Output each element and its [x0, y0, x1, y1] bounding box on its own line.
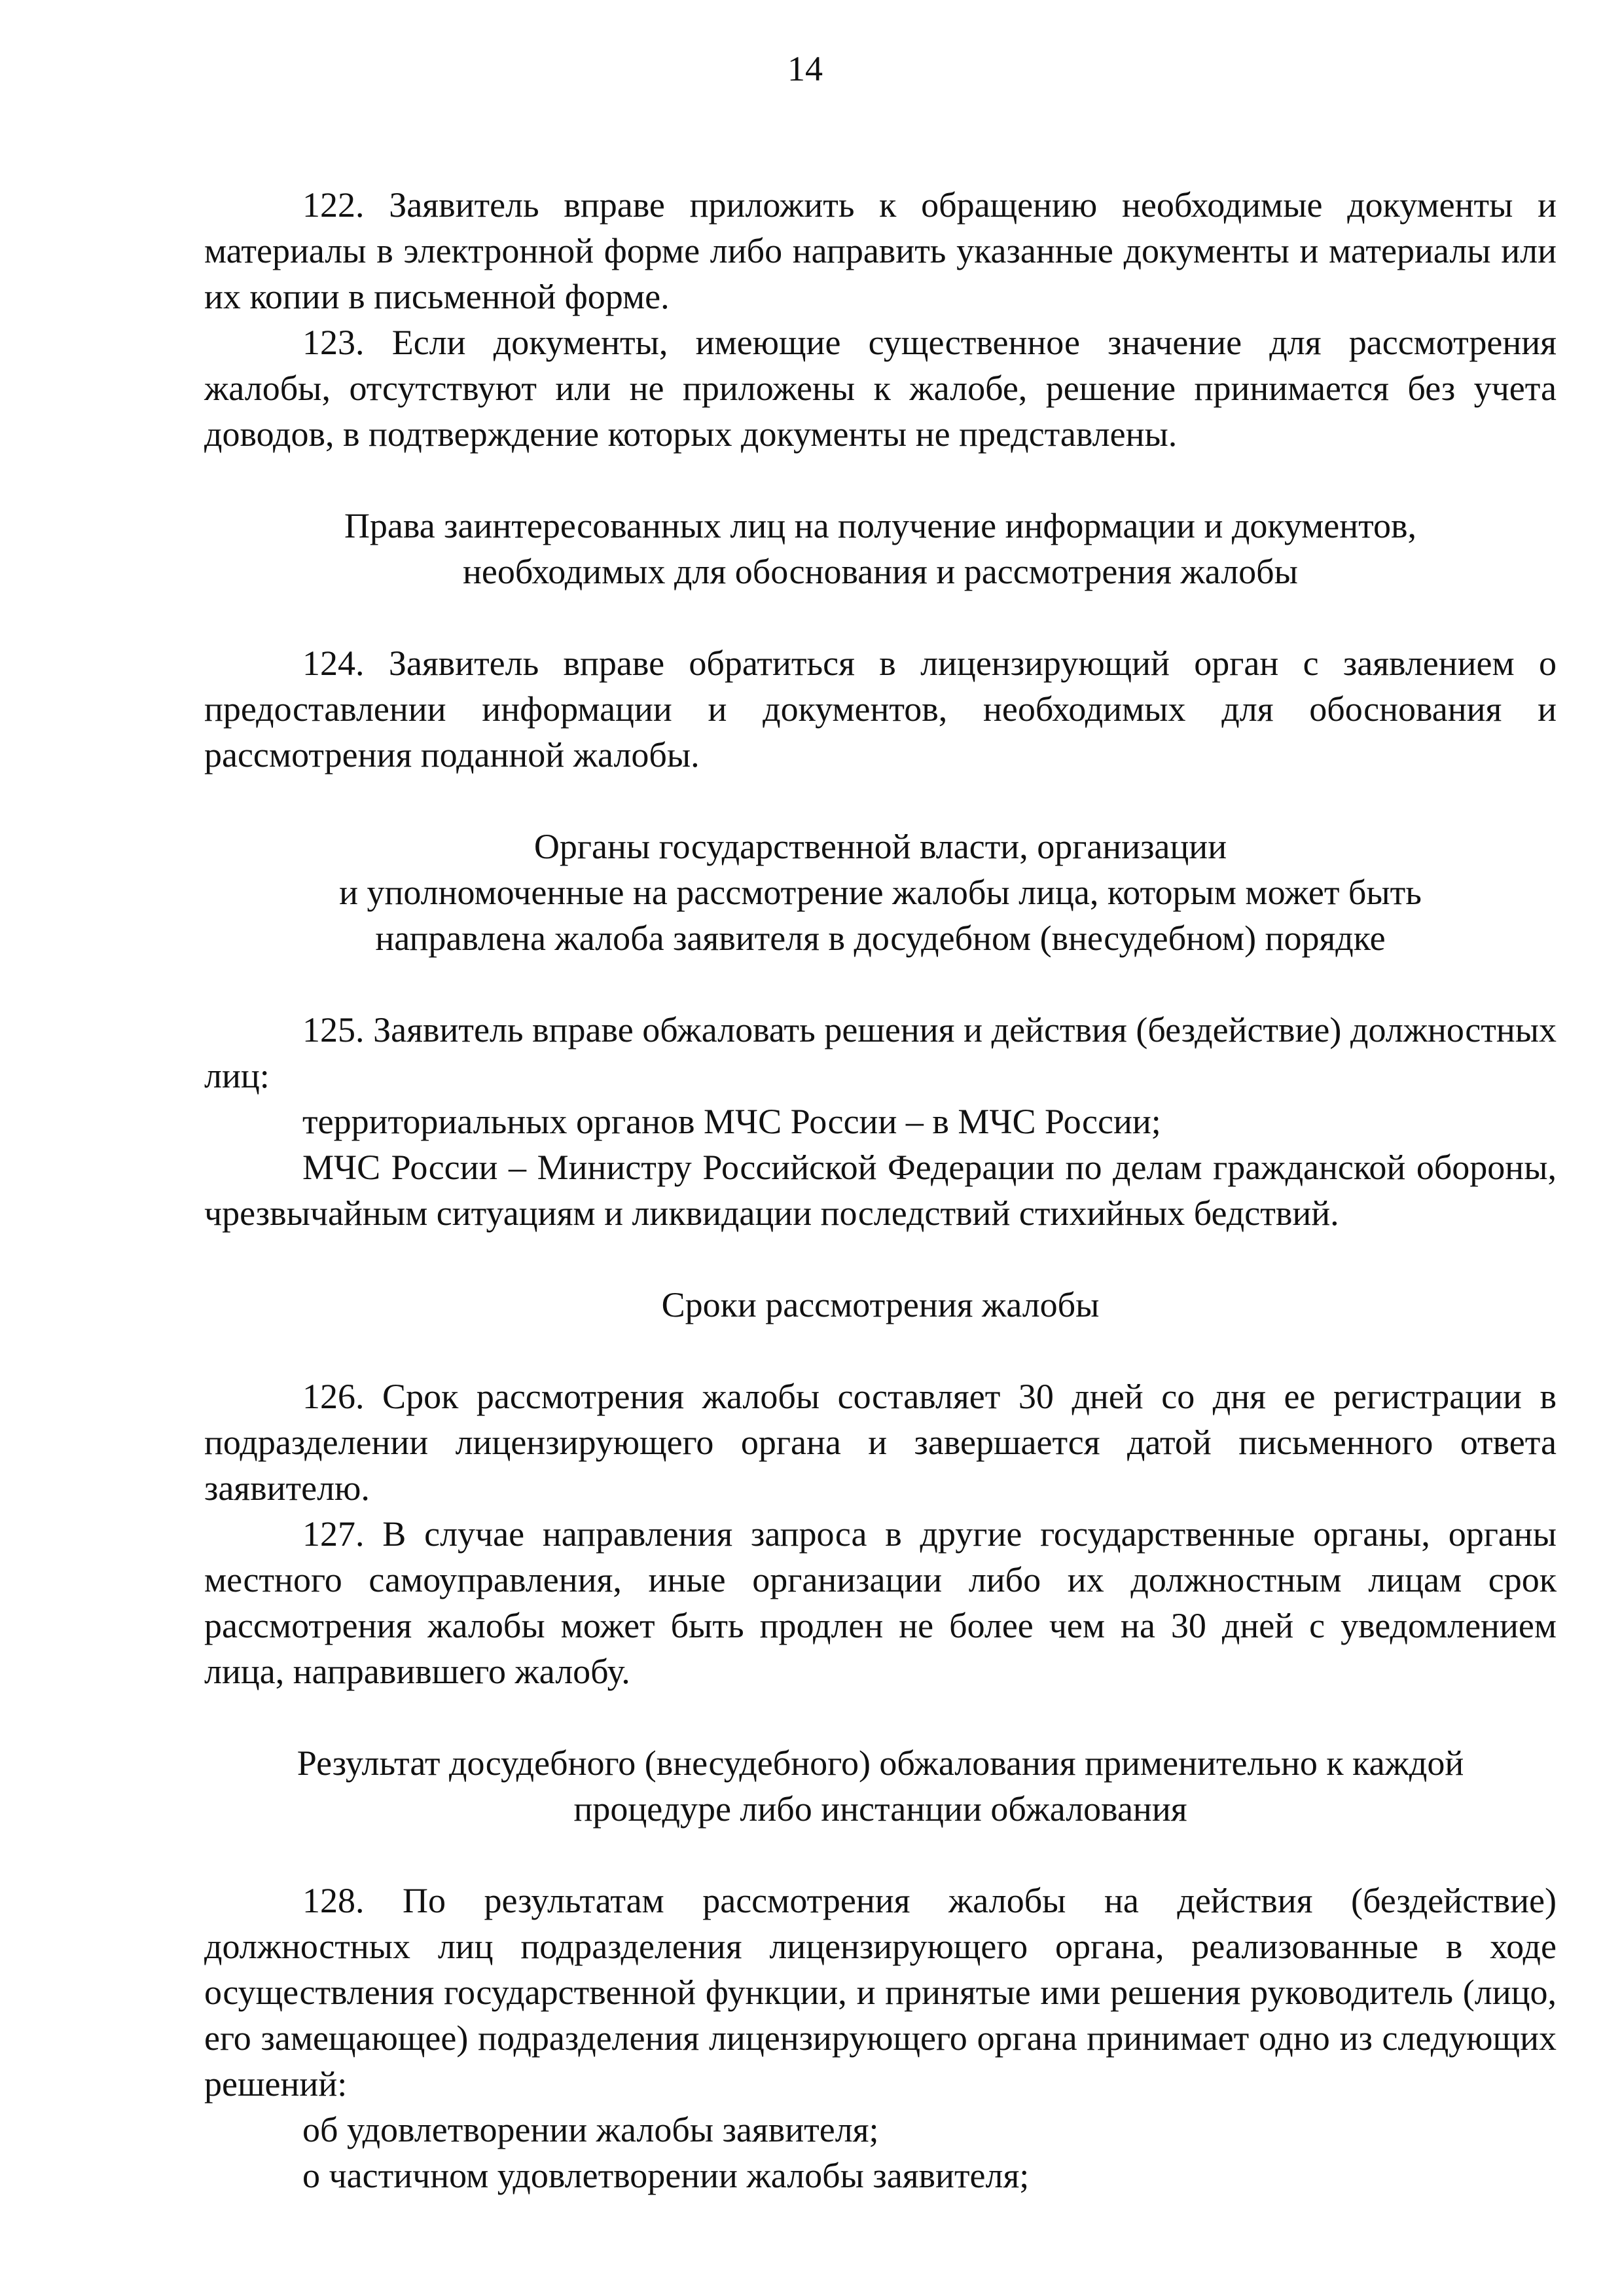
paragraph-125-item-2: МЧС России – Министру Российской Федерации по делам гражданской обороны, чрезвычайным ситуациям и ликвидации последствий стихийных бедствий.	[204, 1148, 1557, 1233]
paragraph-125: 125. Заявитель вправе обжаловать решения и действия (бездействие) должностных лиц:	[204, 1010, 1557, 1095]
paragraph-123: 123. Если документы, имеющие существенное значение для рассмотрения жалобы, отсутствуют или не приложены к жалобе, решение принимается без учета доводов, в подтверждение которых документы не представлены.	[204, 323, 1557, 454]
heading-line: Органы государственной власти, организации	[533, 827, 1227, 866]
paragraph-124: 124. Заявитель вправе обратиться в лицензирующий орган с заявлением о предоставлении информации и документов, необходимых для обоснования и рассмотрения поданной жалобы.	[204, 644, 1557, 774]
heading-line: и уполномоченные на рассмотрение жалобы лица, которым может быть	[339, 873, 1422, 912]
paragraph-126: 126. Срок рассмотрения жалобы составляет 30 дней со дня ее регистрации в подразделении лицензирующего органа и завершается датой письменного ответа заявителю.	[204, 1377, 1557, 1508]
paragraph-128-item-1: об удовлетворении жалобы заявителя;	[302, 2110, 879, 2149]
paragraph-128-item-2: о частичном удовлетворении жалобы заявителя;	[302, 2156, 1030, 2195]
heading-rights	[204, 503, 1557, 594]
paragraph-122: 122. Заявитель вправе приложить к обращению необходимые документы и материалы в электронной форме либо направить указанные документы и материалы или их копии в письменной форме.	[204, 185, 1557, 316]
paragraph-127: 127. В случае направления запроса в другие государственные органы, органы местного самоуправления, иные организации либо их должностным лицам срок рассмотрения жалобы может быть продлен не более чем на 30 дней с уведомлением лица, направившего жалобу.	[204, 1514, 1557, 1691]
heading-authorities	[204, 824, 1557, 961]
heading-line: Сроки рассмотрения жалобы	[661, 1285, 1100, 1324]
paragraph-128: 128. По результатам рассмотрения жалобы на действия (бездействие) должностных лиц подразделения лицензирующего органа, реализованные в ходе осуществления государственной функции, и принятые ими решения руководитель (лицо, его замещающее) подразделения лицензирующего органа принимает одно из следующих решений:	[204, 1881, 1557, 2104]
heading-line: Права заинтересованных лиц на получение информации и документов,	[344, 506, 1417, 545]
heading-result	[204, 1740, 1557, 1832]
paragraph-125-item-1: территориальных органов МЧС России – в МЧС России;	[302, 1102, 1161, 1141]
heading-line: процедуре либо инстанции обжалования	[573, 1789, 1187, 1829]
heading-line: направлена жалоба заявителя в досудебном (внесудебном) порядке	[375, 919, 1386, 958]
heading-line: необходимых для обоснования и рассмотрения жалобы	[463, 552, 1298, 591]
heading-line: Результат досудебного (внесудебного) обжалования применительно к каждой	[297, 1743, 1464, 1783]
heading-terms	[204, 1282, 1557, 1328]
page-number: 14	[787, 49, 823, 88]
